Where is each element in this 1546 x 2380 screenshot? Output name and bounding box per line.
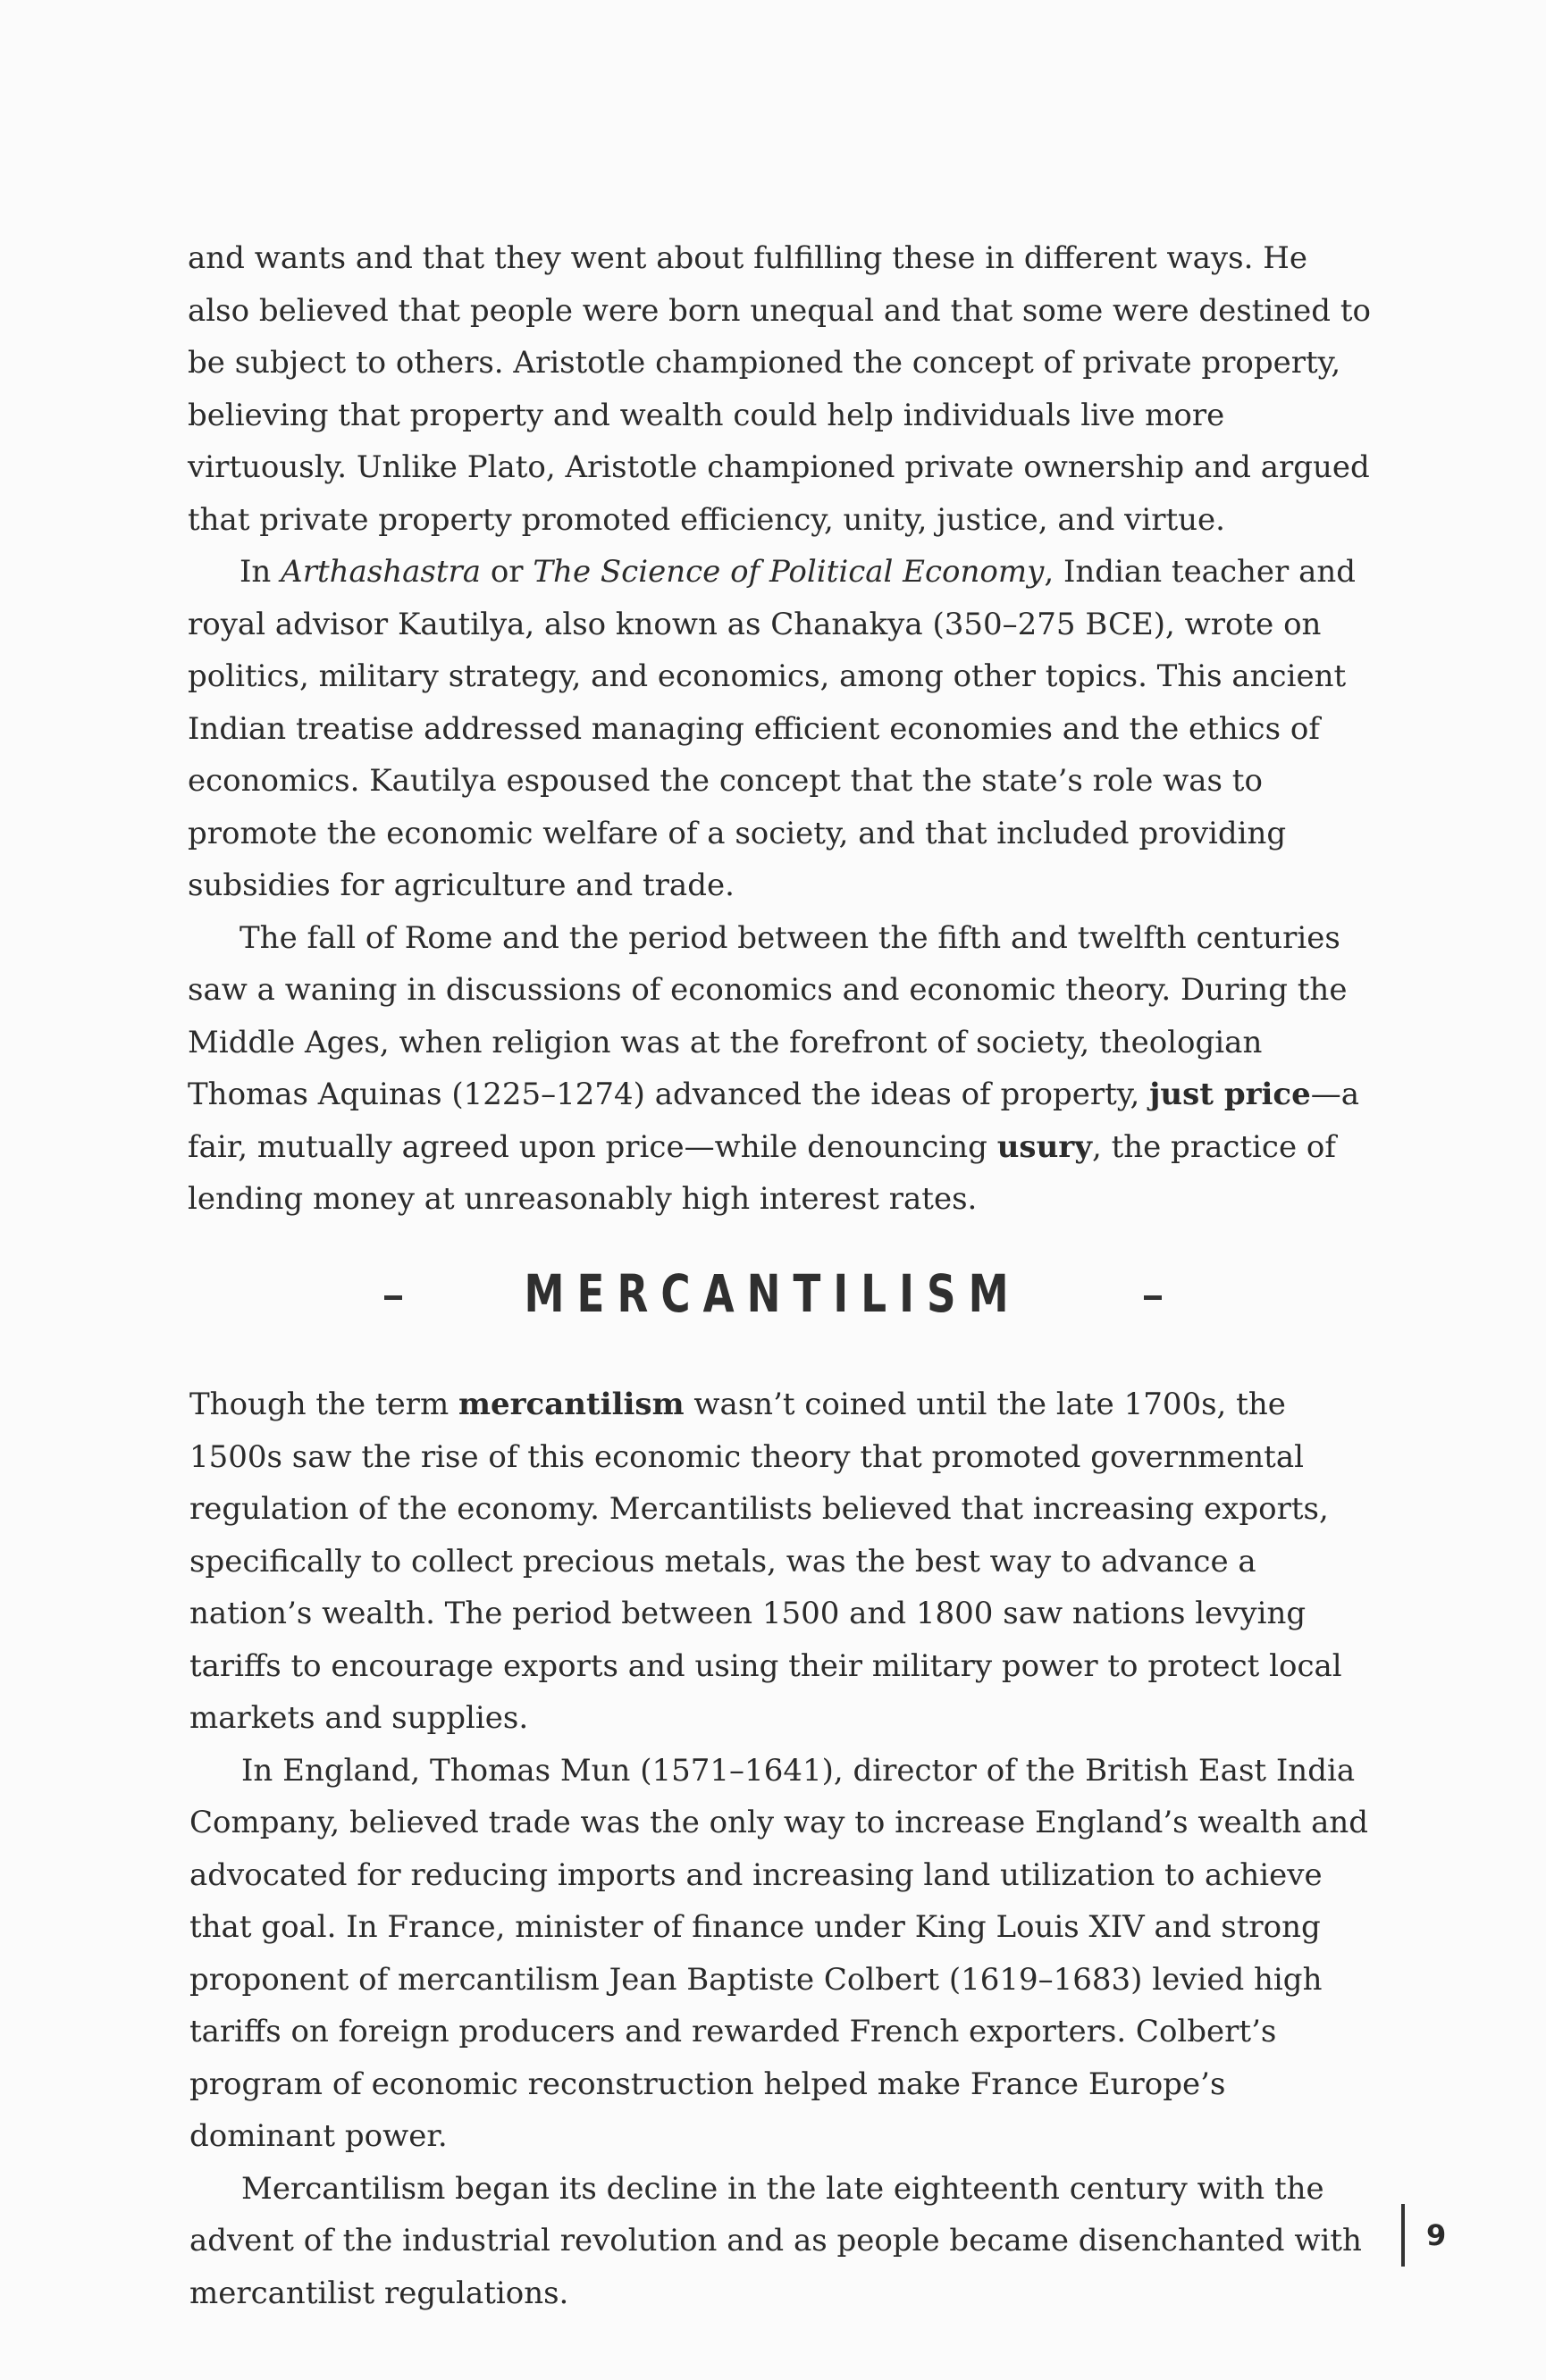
top-text-block <box>188 232 1376 1226</box>
page-number: 9 <box>1426 2218 1447 2252</box>
section-heading-text: MERCANTILISM <box>524 1263 1022 1324</box>
bold-term-mercantilism: mercantilism <box>458 1387 685 1422</box>
paragraph-aristotle: and wants and that they went about fulfilling these in different ways. He also believed that people were born unequal and that some were destined to be subject to others. Aristotle championed the concept of private property, believing that property and wealth could help individuals live more virtuously. Unlike Plato, Aristotle championed private ownership and argued that private property promoted efficiency, unity, justice, and virtue. <box>188 240 1372 538</box>
text-run: wasn’t coined until the late 1700s, the 1500s saw the rise of this economic theory that promoted governmental regulation of the economy. Mercantilists believed that increasing exports, specifically to collect precious metals, was the best way to advance a nation’s wealth. The period between 1500 and 1800 saw nations levying tariffs to encourage exports and using their military power to protect local markets and supplies. <box>189 1387 1342 1736</box>
page-folio <box>1401 2200 1446 2271</box>
text-run: In <box>239 554 281 590</box>
paragraph-kautilya <box>188 546 1376 912</box>
text-run: or <box>481 554 534 590</box>
paragraph-mercantilism-intro <box>189 1379 1378 1745</box>
section-heading <box>0 1258 1546 1329</box>
text-run: Though the term <box>189 1387 458 1422</box>
text-run: , Indian teacher and royal advisor Kautilya, also known as Chanakya (350–275 BCE), wrote on politics, military strategy, and economics, among other topics. This ancient Indian treatise addressed managing efficient economies and the ethics of economics. Kautilya espoused the concept that the state’s role was to promote the economic welfare of a society, and that included providing subsidies for agriculture and trade. <box>188 554 1357 903</box>
italic-title-science-of-political-economy: The Science of Political Economy <box>533 554 1045 590</box>
text-run: The fall of Rome and the period between the fifth and twelfth centuries saw a waning in discussions of economics and economic theory. During the Middle Ages, when religion was at the forefront of society, theologian Thomas Aquinas (1225–1274) advanced the ideas of property, <box>188 919 1348 1112</box>
text-run: , the practice of lending money at unreasonably high interest rates. <box>188 1128 1336 1217</box>
heading-dash-left <box>384 1295 402 1300</box>
italic-title-arthashastra: Arthashastra <box>281 554 482 590</box>
bold-term-usury: usury <box>996 1128 1092 1165</box>
bold-term-just-price: just price <box>1149 1077 1311 1112</box>
bottom-text-block <box>189 1379 1378 2319</box>
folio-rule <box>1401 2204 1405 2267</box>
paragraph-england-france: In England, Thomas Mun (1571–1641), director of the British East India Company, believed trade was the only way to increase England’s wealth and advocated for reducing imports and increasing land utilization to achieve that goal. In France, minister of finance under King Louis XIV and strong proponent of mercantilism Jean Baptiste Colbert (1619–1683) levied high tariffs on foreign producers and rewarded French exporters. Colbert’s program of economic reconstruction helped make France Europe’s dominant power. <box>189 1752 1369 2154</box>
paragraph-middle-ages <box>188 912 1376 1226</box>
paragraph-decline: Mercantilism began its decline in the late eighteenth century with the advent of the industrial revolution and as people became disenchanted with mercantilist regulations. <box>189 2170 1362 2311</box>
heading-dash-right <box>1144 1295 1162 1300</box>
text-run: —a fair, mutually agreed upon price—while denouncing <box>188 1077 1360 1165</box>
